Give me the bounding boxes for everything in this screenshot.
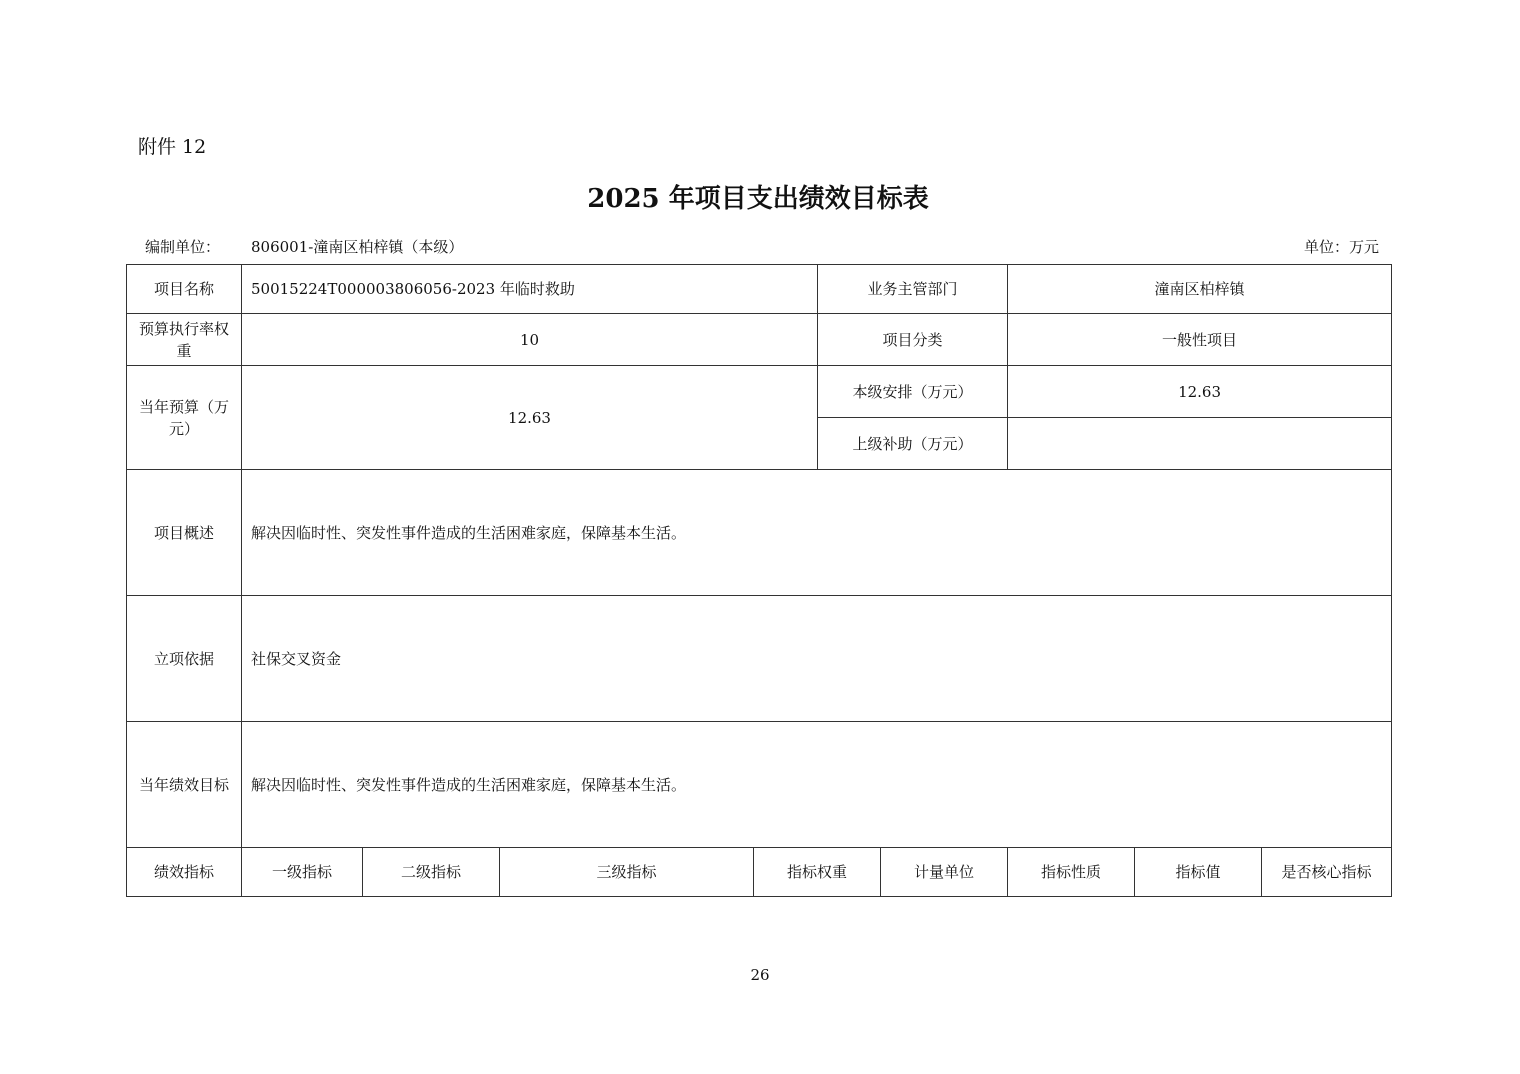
exec-weight-label: 预算执行率权重 (127, 314, 242, 366)
page-number: 26 (750, 966, 770, 984)
table-row (127, 265, 1392, 314)
annual-budget-value: 12.63 (242, 366, 818, 470)
indicator-header: 指标值 (1135, 848, 1262, 897)
project-name-value: 50015224T000003806056-2023 年临时救助 (242, 265, 818, 314)
indicator-header: 二级指标 (363, 848, 500, 897)
category-value: 一般性项目 (1008, 314, 1392, 366)
indicator-header: 三级指标 (500, 848, 754, 897)
indicator-header: 一级指标 (242, 848, 363, 897)
table-row (127, 596, 1392, 722)
overview-label: 项目概述 (127, 470, 242, 596)
indicator-header: 是否核心指标 (1262, 848, 1392, 897)
attachment-label: 附件 12 (138, 136, 207, 158)
table-row (127, 722, 1392, 848)
table-row (127, 366, 1392, 418)
goal-value: 解决因临时性、突发性事件造成的生活困难家庭，保障基本生活。 (242, 722, 1392, 848)
table-row (127, 470, 1392, 596)
overview-value: 解决因临时性、突发性事件造成的生活困难家庭，保障基本生活。 (242, 470, 1392, 596)
performance-target-table (126, 264, 1392, 897)
basis-value: 社保交叉资金 (242, 596, 1392, 722)
category-label: 项目分类 (818, 314, 1008, 366)
superior-label: 上级补助（万元） (818, 418, 1008, 470)
goal-label: 当年绩效目标 (127, 722, 242, 848)
org-label: 编制单位： (145, 238, 221, 256)
org-value: 806001-潼南区柏梓镇（本级） (251, 238, 464, 256)
superior-value (1008, 418, 1392, 470)
annual-budget-label: 当年预算（万元） (127, 366, 242, 470)
money-unit: 单位：万元 (1303, 238, 1379, 256)
dept-value: 潼南区柏梓镇 (1008, 265, 1392, 314)
project-name-label: 项目名称 (127, 265, 242, 314)
indicator-header: 绩效指标 (127, 848, 242, 897)
basis-label: 立项依据 (127, 596, 242, 722)
local-label: 本级安排（万元） (818, 366, 1008, 418)
indicator-header: 指标性质 (1008, 848, 1135, 897)
exec-weight-value: 10 (242, 314, 818, 366)
table-row (127, 314, 1392, 366)
page-title: 2025 年项目支出绩效目标表 (587, 184, 929, 214)
dept-label: 业务主管部门 (818, 265, 1008, 314)
local-value: 12.63 (1008, 366, 1392, 418)
indicator-header-row (127, 848, 1392, 897)
indicator-header: 指标权重 (754, 848, 881, 897)
indicator-header: 计量单位 (881, 848, 1008, 897)
